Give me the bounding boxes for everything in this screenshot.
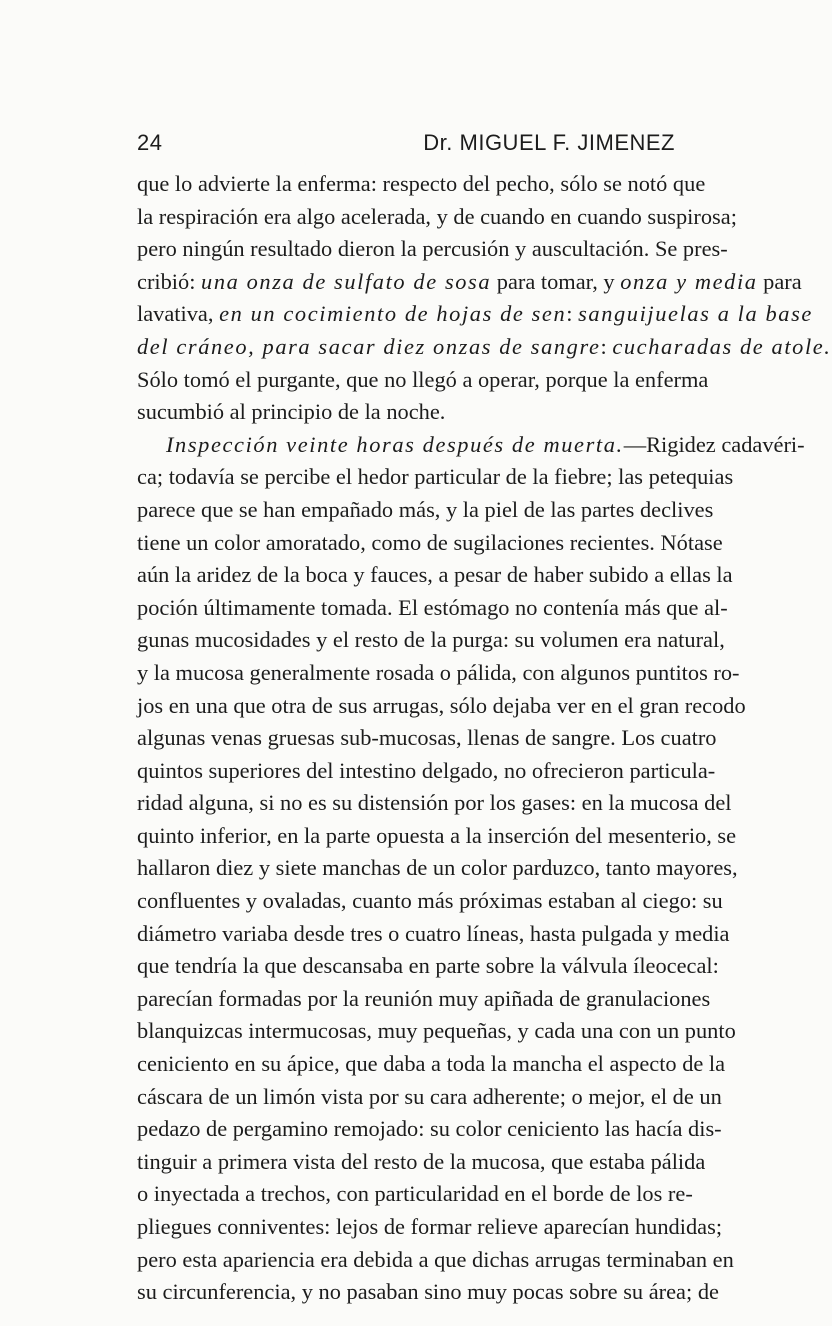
- text-line: [137, 1081, 722, 1114]
- text-run: parecían formadas por la reunión muy apiñada de granulaciones: [137, 985, 711, 1011]
- text-line: [137, 429, 805, 462]
- italic-text: en un cocimiento de hojas de sen: [219, 301, 567, 327]
- text-run: ceniciento en su ápice, que daba a toda la mancha el aspecto de la: [137, 1051, 726, 1077]
- text-run: cribió:: [137, 268, 202, 294]
- text-run: pedazo de pergamino remojado: su color ceniciento las hacía dis-: [137, 1116, 722, 1142]
- text-run: parece que se han empañado más, y la piel de las partes declives: [137, 496, 714, 522]
- text-line: [137, 852, 738, 885]
- text-run: y la mucosa generalmente rosada o pálida, con algunos puntitos ro-: [137, 659, 740, 685]
- text-line: [137, 1276, 719, 1309]
- text-line: [137, 918, 730, 951]
- text-line: [137, 331, 832, 364]
- text-run: o inyectada a trechos, con particularidad en el borde de los re-: [137, 1181, 693, 1207]
- text-line: [137, 690, 746, 723]
- italic-text: del cráneo, para sacar diez onzas de sangre: [137, 333, 601, 359]
- text-run: quintos superiores del intestino delgado, no ofrecieron particula-: [137, 757, 716, 783]
- text-run: pero esta apariencia era debida a que dichas arrugas terminaban en: [137, 1246, 734, 1272]
- text-line: [137, 1178, 693, 1211]
- italic-text: sanguijuelas a la base: [578, 301, 813, 327]
- italic-text: cucharadas de atole.: [612, 333, 832, 359]
- running-header: [137, 130, 675, 156]
- text-run: sucumbió al principio de la noche.: [137, 399, 446, 425]
- text-line: [137, 1244, 734, 1277]
- text-line: [137, 592, 728, 625]
- text-run: para: [757, 268, 802, 294]
- text-run: Sólo tomó el purgante, que no llegó a operar, porque la enferma: [137, 366, 709, 392]
- running-head-author: Dr. MIGUEL F. JIMENEZ: [423, 130, 675, 155]
- text-line: [137, 722, 717, 755]
- text-line: [137, 168, 706, 201]
- text-run: quinto inferior, en la parte opuesta a la inserción del mesenterio, se: [137, 822, 737, 848]
- text-line: [137, 364, 709, 397]
- text-run: ca; todavía se percibe el hedor particular de la fiebre; las petequias: [137, 464, 734, 490]
- text-line: [137, 950, 719, 983]
- text-line: [137, 233, 728, 266]
- text-line: [137, 266, 802, 299]
- text-run: su circunferencia, y no pasaban sino muy pocas sobre su área; de: [137, 1279, 719, 1305]
- text-line: [137, 820, 737, 853]
- text-run: jos en una que otra de sus arrugas, sólo dejaba ver en el gran recodo: [137, 692, 746, 718]
- text-run: cáscara de un limón vista por su cara adherente; o mejor, el de un: [137, 1083, 722, 1109]
- text-line: [137, 983, 711, 1016]
- text-run: confluentes y ovaladas, cuanto más próximas estaban al ciego: su: [137, 888, 723, 914]
- text-run: para tomar, y: [491, 268, 621, 294]
- text-line: [137, 1146, 706, 1179]
- page-number: 24: [137, 130, 163, 155]
- text-run: hallaron diez y siete manchas de un color parduzco, tanto mayores,: [137, 855, 738, 881]
- text-run: algunas venas gruesas sub-mucosas, llenas de sangre. Los cuatro: [137, 725, 717, 751]
- text-line: [137, 755, 716, 788]
- text-run: aún la aridez de la boca y fauces, a pesar de haber subido a ellas la: [137, 562, 733, 588]
- text-line: [137, 787, 732, 820]
- text-line: [137, 885, 723, 918]
- text-run: poción últimamente tomada. El estómago no contenía más que al-: [137, 594, 728, 620]
- text-line: [137, 494, 714, 527]
- text-line: [137, 1113, 722, 1146]
- text-run: tinguir a primera vista del resto de la mucosa, que estaba pálida: [137, 1148, 706, 1174]
- italic-text: una onza de sulfato de sosa: [201, 268, 492, 294]
- text-line: [137, 527, 723, 560]
- text-run: la respiración era algo acelerada, y de cuando en cuando suspirosa;: [137, 203, 737, 229]
- text-line: [137, 657, 740, 690]
- text-run: diámetro variaba desde tres o cuatro líneas, hasta pulgada y media: [137, 920, 730, 946]
- text-run: que tendría la que descansaba en parte sobre la válvula íleocecal:: [137, 953, 719, 979]
- text-line: [137, 1211, 723, 1244]
- text-run: gunas mucosidades y el resto de la purga: su volumen era natural,: [137, 627, 725, 653]
- text-run: pliegues conniventes: lejos de formar relieve aparecían hundidas;: [137, 1214, 723, 1239]
- text-line: [137, 1048, 726, 1081]
- text-line: [137, 1015, 736, 1048]
- text-run: :: [566, 301, 579, 327]
- text-line: [137, 461, 734, 494]
- text-run: lavativa,: [137, 301, 220, 327]
- text-run: ridad alguna, si no es su distensión por los gases: en la mucosa del: [137, 790, 732, 816]
- italic-text: onza y media: [620, 268, 758, 294]
- text-line: [137, 559, 733, 592]
- text-run: —Rigidez cadavéri-: [623, 431, 805, 457]
- italic-text: Inspección veinte horas después de muerta.: [166, 431, 624, 457]
- body-text: [137, 168, 832, 1309]
- text-line: [137, 201, 737, 234]
- text-run: pero ningún resultado dieron la percusión y auscultación. Se pres-: [137, 236, 728, 262]
- text-line: [137, 624, 725, 657]
- text-line: [137, 396, 675, 429]
- text-run: :: [600, 333, 613, 359]
- text-run: que lo advierte la enferma: respecto del pecho, sólo se notó que: [137, 171, 706, 196]
- text-line: [137, 298, 813, 331]
- text-run: tiene un color amoratado, como de sugilaciones recientes. Nótase: [137, 529, 723, 555]
- text-run: blanquizcas intermucosas, muy pequeñas, y cada una con un punto: [137, 1018, 736, 1044]
